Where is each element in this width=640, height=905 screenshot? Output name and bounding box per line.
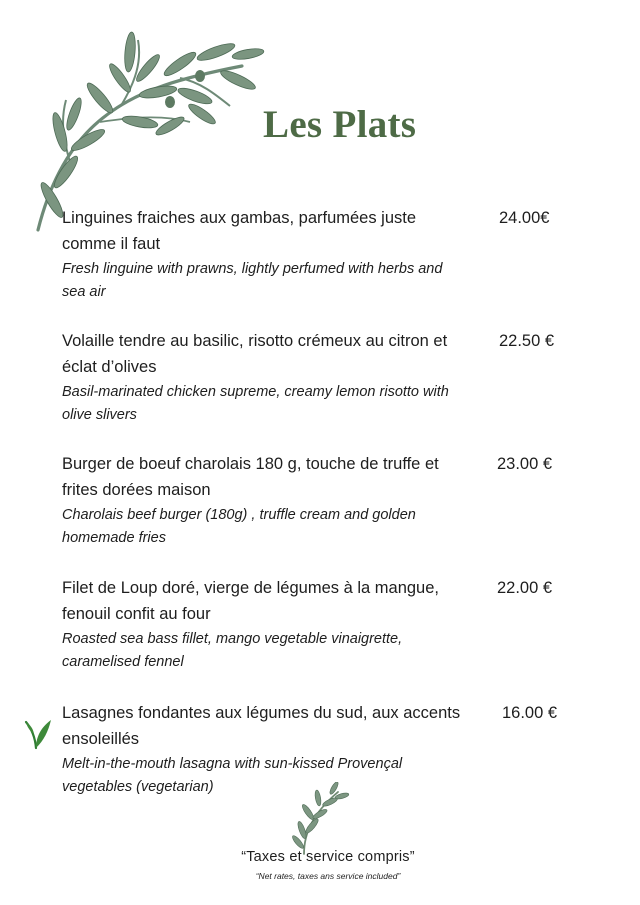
footer-note-english: “Net rates, taxes ans service included” xyxy=(255,871,401,881)
dish-name-fr: Linguines fraiches aux gambas, parfumées juste comme il faut xyxy=(62,209,417,253)
footer-note: “Taxes et service compris” xyxy=(241,849,415,865)
dish-name-fr: Volaille tendre au basilic, risotto crémeux au citron et éclat d’olives xyxy=(62,332,448,376)
dish-price: 23.00 € xyxy=(497,455,553,473)
leaf-icon xyxy=(22,716,54,750)
dish-name-fr: Lasagnes fondantes aux légumes du sud, aux accents ensoleillés xyxy=(62,704,461,748)
dish-price: 24.00€ xyxy=(499,209,550,227)
olive-sprig-illustration xyxy=(290,782,352,856)
dish-price: 16.00 € xyxy=(502,704,558,722)
dish-name-en: Roasted sea bass fillet, mango vegetable vinaigrette, caramelised fennel xyxy=(62,631,403,670)
menu-item xyxy=(62,451,562,550)
dish-name-fr: Burger de boeuf charolais 180 g, touche de truffe et frites dorées maison xyxy=(62,455,439,499)
dish-price: 22.50 € xyxy=(499,332,555,350)
menu-item xyxy=(62,205,562,304)
dish-name-en: Basil-marinated chicken supreme, creamy lemon risotto with olive slivers xyxy=(62,384,449,423)
menu-item xyxy=(62,328,562,427)
dish-name-en: Melt-in-the-mouth lasagna with sun-kissed Provençal vegetables (vegetarian) xyxy=(62,756,403,795)
dish-name-en: Fresh linguine with prawns, lightly perfumed with herbs and sea air xyxy=(62,261,443,300)
menu-item xyxy=(62,575,562,674)
page-title: Les Plats xyxy=(263,103,417,146)
dish-price: 22.00 € xyxy=(497,579,553,597)
dish-name-fr: Filet de Loup doré, vierge de légumes à la mangue, fenouil confit au four xyxy=(62,579,439,623)
dish-name-en: Charolais beef burger (180g) , truffle cream and golden homemade fries xyxy=(62,507,416,546)
